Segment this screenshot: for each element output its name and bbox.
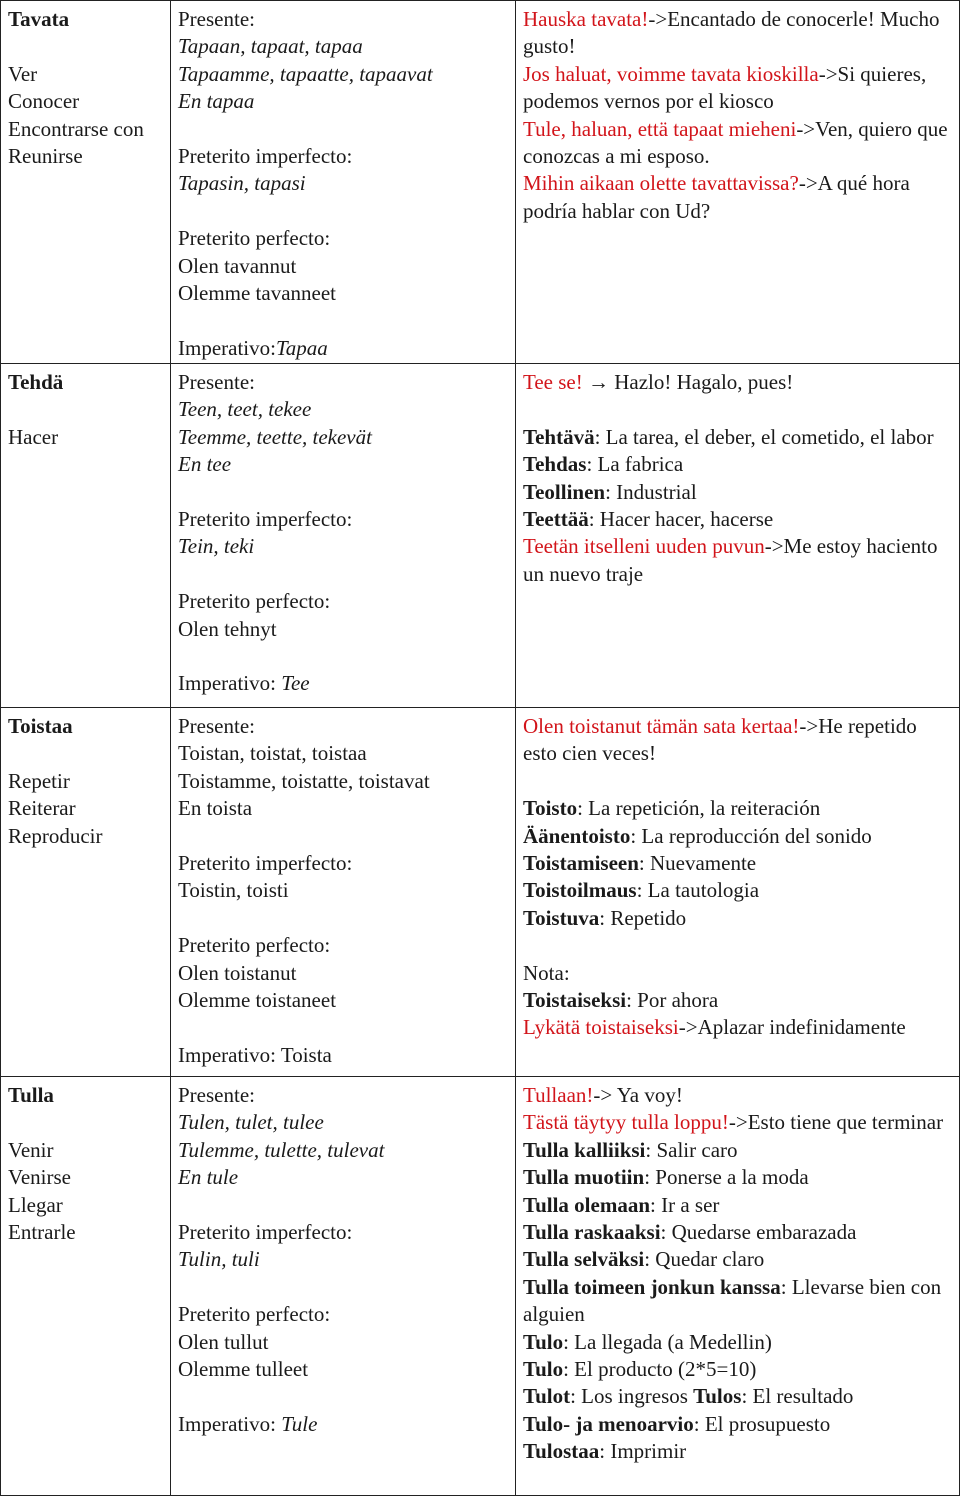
imperfecto-label: Preterito imperfecto: [178, 144, 353, 169]
example-spanish: ->Si quieres, podemos vernos por el kiosco [523, 61, 927, 114]
verb-row-tehda [1, 364, 960, 708]
meaning: Encontrarse con [8, 116, 144, 141]
presente-form: Toistan, toistat, toistaa [178, 741, 367, 766]
vocab-def: : Hacer hacer, hacerse [588, 507, 774, 532]
vocab-entry [523, 1274, 952, 1329]
example-spanish: ->A qué hora podría hablar con Ud? [523, 171, 910, 223]
imperfecto-label: Preterito imperfecto: [178, 1220, 353, 1245]
vocab-term: Tulo [523, 1357, 564, 1382]
presente-form: Toistamme, toistatte, toistavat [178, 768, 430, 793]
vocab-term: Toistoilmaus [523, 878, 637, 903]
vocab-term: Tulostaa [523, 1439, 600, 1464]
verb-row-tulla [1, 1077, 960, 1496]
vocab-entry [523, 1246, 952, 1273]
verb-cell [1, 1077, 171, 1496]
presente-label: Presente: [178, 1083, 255, 1107]
perfecto-form: Olen toistanut [178, 960, 297, 985]
vocab-def: : La tautologia [636, 878, 760, 903]
perfecto-form: Olen tehnyt [178, 616, 277, 641]
vocab-term: Toistaiseksi [523, 988, 627, 1013]
verb-cell [1, 708, 171, 1077]
vocab-def: : La repetición, la reiteración [577, 796, 821, 821]
perfecto-label: Preterito perfecto: [178, 226, 331, 251]
presente-label: Presente: [178, 714, 255, 738]
vocab-term: Toistuva [523, 905, 600, 930]
vocab-term: Tulo- ja menoarvio [523, 1411, 694, 1436]
presente-form: Tapaan, tapaat, tapaa [178, 34, 363, 59]
verb-cell [1, 1, 171, 364]
example-spanish: ->Esto tiene que terminar [728, 1110, 944, 1135]
vocab-entry [523, 905, 952, 932]
vocab-term: Tulla kalliiksi [523, 1137, 646, 1162]
vocab-def: : El producto (2*5=10) [563, 1357, 757, 1382]
imperativo-line [178, 1411, 508, 1438]
vocab-def: : Quedar claro [644, 1247, 765, 1272]
verb-title: Tulla [8, 1083, 54, 1107]
imperativo-label: Imperativo: [178, 1411, 282, 1436]
imperativo-line [178, 670, 508, 697]
imperfecto-form: Toistin, toisti [178, 878, 289, 903]
vocab-def: : Salir caro [645, 1137, 738, 1162]
presente-form: Tulen, tulet, tulee [178, 1110, 324, 1135]
vocab-def: : Ir a ser [650, 1192, 720, 1217]
example [523, 6, 952, 61]
meaning: Conocer [8, 89, 80, 114]
example-finnish: Teetän itselleni uuden puvun [523, 534, 765, 559]
perfecto-label: Preterito perfecto: [178, 933, 331, 958]
vocab-def: : Llevarse bien con alguien [523, 1274, 942, 1327]
examples-cell [516, 708, 960, 1077]
meaning: Repetir [8, 768, 70, 793]
vocab-def: : Los ingresos [570, 1384, 694, 1409]
vocab-term: Tehtävä [523, 424, 595, 449]
verb-title: Tavata [8, 7, 70, 31]
vocab-term: Tulot [523, 1384, 571, 1409]
imperativo-form: Tapaa [275, 335, 328, 360]
example [523, 61, 952, 116]
perfecto-label: Preterito perfecto: [178, 589, 331, 614]
verb-title: Tehdä [8, 370, 64, 394]
conjugation-cell [171, 1, 516, 364]
example [523, 170, 952, 225]
imperfecto-label: Preterito imperfecto: [178, 507, 353, 532]
perfecto-label: Preterito perfecto: [178, 1302, 331, 1327]
vocab-def: : La reproducción del sonido [630, 823, 872, 848]
example-finnish: Tästä täytyy tulla loppu! [523, 1110, 729, 1135]
example-finnish: Jos haluat, voimme tavata kioskilla [523, 61, 819, 86]
meaning: Venir [8, 1137, 54, 1162]
example-spanish: ->Encantado de conocerle! Mucho gusto! [523, 7, 940, 59]
example-spanish: ->Ven, quiero que conozcas a mi esposo. [523, 116, 948, 169]
vocab-term: Toistamiseen [523, 851, 639, 876]
vocab-entry [523, 823, 952, 850]
vocab-term: Tulla olemaan [523, 1192, 651, 1217]
vocab-term: Tehdas [523, 452, 587, 477]
presente-form: En tule [178, 1165, 239, 1190]
arrow-icon: → [588, 370, 609, 394]
presente-label: Presente: [178, 370, 255, 394]
meaning: Reiterar [8, 796, 76, 821]
vocab-entry [523, 795, 952, 822]
example-spanish: ->Aplazar indefinidamente [678, 1015, 906, 1040]
meaning: Venirse [8, 1165, 71, 1190]
imperativo-label: Imperativo: [178, 1042, 281, 1067]
vocab-entry [523, 1411, 952, 1438]
example-spanish: ->He repetido esto cien veces! [523, 714, 917, 766]
imperativo-line [178, 335, 508, 362]
vocab-entry [523, 1219, 952, 1246]
vocab-entry [523, 1438, 952, 1465]
example [523, 116, 952, 171]
perfecto-form: Olen tullut [178, 1329, 269, 1354]
vocab-entry [523, 451, 952, 478]
vocab-term: Äänentoisto [523, 823, 631, 848]
vocab-entry [523, 1137, 952, 1164]
example-finnish: Olen toistanut tämän sata kertaa! [523, 714, 800, 738]
vocab-def: : La fabrica [586, 452, 684, 477]
vocab-entry [523, 877, 952, 904]
example-spanish: ->Me estoy haciento un nuevo traje [523, 534, 938, 586]
imperativo-form: Tee [281, 671, 310, 696]
vocab-term: Tulo [523, 1329, 564, 1354]
vocab-term: Tulla selväksi [523, 1247, 645, 1272]
vocab-def: : Nuevamente [638, 851, 757, 876]
example [523, 1109, 952, 1136]
vocab-entry [523, 1383, 952, 1410]
vocab-entry [523, 1356, 952, 1383]
perfecto-form: Olemme toistaneet [178, 988, 337, 1013]
presente-form: En tapaa [178, 89, 255, 114]
presente-form: Teen, teet, tekee [178, 397, 312, 422]
conjugation-cell [171, 1077, 516, 1496]
vocab-def: : Ponerse a la moda [644, 1165, 809, 1190]
vocab-entry [523, 987, 952, 1014]
imperativo-form: Toista [280, 1042, 332, 1067]
vocab-term: Toisto [523, 796, 578, 821]
example-spanish: -> Ya voy! [593, 1083, 683, 1107]
imperativo-label: Imperativo: [178, 671, 282, 696]
example [523, 713, 952, 768]
meaning: Hacer [8, 424, 59, 449]
example-finnish: Mihin aikaan olette tavattavissa? [523, 171, 799, 196]
vocab-term: Tulla toimeen jonkun kanssa [523, 1274, 781, 1299]
vocab-def: : El prosupuesto [693, 1411, 831, 1436]
vocab-entry [523, 424, 952, 451]
conjugation-cell [171, 364, 516, 708]
vocab-def: : Quedarse embarazada [660, 1220, 857, 1245]
imperativo-label: Imperativo: [178, 335, 276, 360]
presente-form: Tapaamme, tapaatte, tapaavat [178, 61, 433, 86]
vocab-entry [523, 850, 952, 877]
presente-form: Tulemme, tulette, tulevat [178, 1137, 385, 1162]
vocab-term: Tulla muotiin [523, 1165, 645, 1190]
perfecto-form: Olen tavannut [178, 253, 297, 278]
conjugation-cell [171, 708, 516, 1077]
vocab-entry [523, 1164, 952, 1191]
presente-form: En tee [178, 452, 232, 477]
vocab-def: : La tarea, el deber, el cometido, el labor [594, 424, 934, 449]
presente-form: Teemme, teette, tekevät [178, 424, 372, 449]
imperfecto-label: Preterito imperfecto: [178, 851, 353, 876]
imperativo-line [178, 1042, 508, 1069]
example [523, 369, 952, 396]
presente-label: Presente: [178, 7, 255, 31]
presente-form: En toista [178, 796, 253, 821]
example [523, 1014, 952, 1041]
meaning: Llegar [8, 1192, 63, 1217]
example [523, 1082, 952, 1109]
example [523, 533, 952, 588]
verb-title: Toistaa [8, 714, 73, 738]
examples-cell [516, 1077, 960, 1496]
vocab-term: Tulos [693, 1384, 742, 1409]
imperfecto-form: Tapasin, tapasi [178, 171, 306, 196]
nota-label: Nota: [523, 960, 570, 985]
meaning: Ver [8, 61, 38, 86]
example-finnish: Tee se! [523, 370, 583, 394]
verb-row-toistaa [1, 708, 960, 1077]
verb-cell [1, 364, 171, 708]
example-finnish: Hauska tavata! [523, 7, 649, 31]
examples-cell [516, 364, 960, 708]
vocab-def: : Por ahora [626, 988, 719, 1013]
vocab-def: : Repetido [599, 905, 687, 930]
meaning: Reunirse [8, 144, 83, 169]
vocab-term: Tulla raskaaksi [523, 1220, 661, 1245]
vocab-def: : El resultado [741, 1384, 854, 1409]
vocab-def: : La llegada (a Medellin) [563, 1329, 772, 1354]
verb-row-tavata [1, 1, 960, 364]
example-finnish: Tule, haluan, että tapaat mieheni [523, 116, 797, 141]
perfecto-form: Olemme tulleet [178, 1357, 309, 1382]
meaning: Reproducir [8, 823, 103, 848]
vocab-term: Teollinen [523, 479, 606, 504]
imperfecto-form: Tein, teki [178, 534, 255, 559]
example-finnish: Lykätä toistaiseksi [523, 1015, 679, 1040]
perfecto-form: Olemme tavanneet [178, 281, 337, 306]
vocab-entry [523, 479, 952, 506]
imperativo-form: Tule [281, 1411, 318, 1436]
imperfecto-form: Tulin, tuli [178, 1247, 260, 1272]
vocab-entry [523, 506, 952, 533]
examples-cell [516, 1, 960, 364]
example-finnish: Tullaan! [523, 1083, 594, 1107]
vocab-def: : Imprimir [599, 1439, 687, 1464]
vocab-term: Teettää [523, 507, 589, 532]
vocab-entry [523, 1329, 952, 1356]
example-spanish: Hazlo! Hagalo, pues! [614, 370, 794, 394]
vocab-entry [523, 1192, 952, 1219]
vocab-def: : Industrial [605, 479, 697, 504]
meaning: Entrarle [8, 1220, 76, 1245]
